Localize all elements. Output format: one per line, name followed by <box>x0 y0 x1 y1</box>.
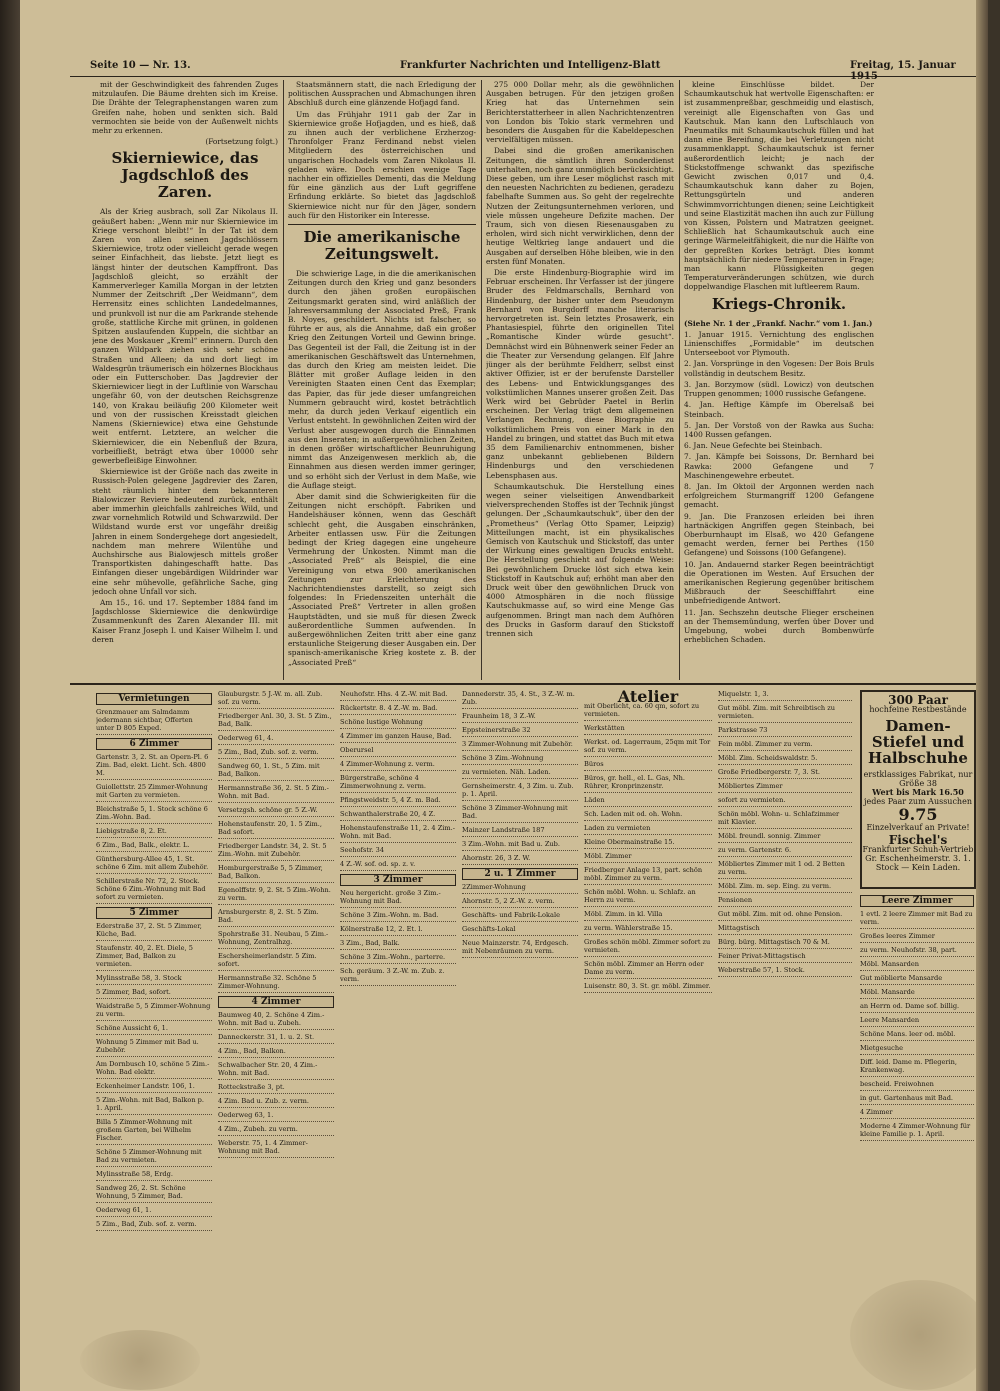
column-divider <box>283 80 284 680</box>
ad-entry: Pensionen <box>718 896 852 907</box>
ad-entry: Hohenstaufenstraße 11, 2. 4 Zim.-Wohn. mit Bad. <box>340 824 456 843</box>
ad-entry: Große Friedbergerstr. 7, 3. St. <box>718 768 852 779</box>
ad-list-5-zimmer <box>96 922 212 1231</box>
ad-entry: Eschersheimerlandstr. 5 Zim. sofort. <box>218 952 334 971</box>
ad-entry: Kleine Obermainstraße 15. <box>584 838 712 849</box>
article-paragraph: Die schwierige Lage, in die die amerikanischen Zeitungen durch den Krieg und ganz besonders durch den jähen großen europäischen Zeitungsmarkt geraten sind, wird anläßlich der Jahresversammlung der Associated Preß, Frank B. Noyes, geschildert. Nichts ist falscher, so führte er aus, als die Annahme, daß ein großer Krieg den Zeitungen Vorteil und Gewinn bringe. Das Gegenteil ist der Fall, die Zeitung ist in der amerikanischen Geschäftswelt das Unternehmen, das durch den Krieg am meisten leidet. Die Blätter mit großer Auflage leiden in den Vereinigten Staaten einen Cent das Exemplar; das Papier, das für jede dieser umfangreichen Nummern gebraucht wird, kostet beträchtlich mehr, da durch jeden Verkauf eigentlich ein Verlust entsteht. In gewöhnlichen Zeiten wird der Verlust aber ausgewogen durch die Einnahmen aus den Inseraten; in außergewöhnlichen Zeiten, in denen größer wirtschaftlicher Beunruhigung nimmt das Anzeigenwesen merklich ab, die Einnahmen aus diesen werden immer geringer, und so erhöht sich der Verlust in dem Maße, wie die Auflage steigt. <box>288 269 476 490</box>
ad-entry: Günthersburg-Allee 45, 1. St. schöne 6 Zim. mit allem Zubehör. <box>96 855 212 874</box>
ad-entry: Sandweg 60, 1. St., 5 Zim. mit Bad, Balkon. <box>218 762 334 781</box>
ad-entry: Mylinsstraße 58, 3. Stock <box>96 974 212 985</box>
category-4-zimmer: 4 Zimmer <box>218 996 334 1008</box>
ad-entry: 4 Zim., Zubeh. zu verm. <box>218 1125 334 1136</box>
ad-entry: Schöne lustige Wohnung <box>340 718 456 729</box>
ad-entry: Möbl. Mansarden <box>860 960 974 971</box>
ad-entry: 4 Zim. Bad u. Zub. z. verm. <box>218 1097 334 1108</box>
ad-entry: Wohnung 5 Zimmer mit Bad u. Zubehör. <box>96 1038 212 1057</box>
ad-entry: 4 Zimmer <box>860 1108 974 1119</box>
ad-entry: 5 Zim., Bad, Zub. sof. z. verm. <box>96 1220 212 1231</box>
ad-list <box>584 702 712 993</box>
ad-entry: Schöne Mans. leer od. möbl. <box>860 1030 974 1041</box>
shoe-ad-pair: jedes Paar zum Aussuchen <box>864 797 972 806</box>
ad-entry: Danneckerstr. 31, 1. u. 2. St. <box>218 1033 334 1044</box>
ad-entry: Oberursel <box>340 746 456 757</box>
shoe-ad-subtitle: hochfeine Restbestände <box>869 705 967 714</box>
ad-entry: Feiner Privat-Mittagstisch <box>718 952 852 963</box>
shoe-ad-quantity: 300 Paar <box>888 693 948 707</box>
ad-entry: Großes leeres Zimmer <box>860 932 974 943</box>
shoe-ad-product: Damen-Stiefel und Halbschuhe <box>868 717 968 767</box>
ad-entry: Grenzmauer am Salmdamm jedermann sichtbar, Offerten unter D 805 Exped. <box>96 708 212 735</box>
ad-entry: Friedberger Landstr. 34, 2. St. 5 Zim.-Wohn. mit Zubehör. <box>218 842 334 861</box>
article-paragraph: Skierniewice ist der Größe nach das zweite in Russisch-Polen gelegene Jagdrevier des Zaren, steht räumlich hinter dem bekannteren Bialowiczer Reviere bedeutend zurück, enthält aber immerhin gleichfalls zahlreiches Wild, und zwar vornehmlich Rotwild und Schwarzwild. Der Wildstand wurde erst vor ungefähr dreißig Jahren in einem Sondergehege dort angesiedelt, nachdem man mehrere Wilentühe und Auchshirsche aus Bialowjesch mittels großer Transportkisten dahingeschafft hatte. Das Einfangen dieser ungebärdigen Wildrinder war eine sehr mühevolle, gefährliche Sache, ging jedoch ohne Unfall vor sich. <box>92 467 278 596</box>
ads-section-rule <box>70 683 980 685</box>
ad-list <box>340 690 456 871</box>
article-paragraph-hindenburg: Die erste Hindenburg-Biographie wird im Februar erscheinen. Ihr Verfasser ist der jüngere Bruder des Feldmarschalls, Bernhard von Hindenburg, der bisher unter dem Pseudonym Bernhard von Burgdorff manche literarisch hervorgetreten ist. Sein letztes Prosawerk, ein Phantasiespiel, führte den originellen Titel „Romantische Kinder würde gesucht“. Demnächst wird ein Bühnenwerk seiner Feder an die Theater zur Versendung gelangen. Elf Jahre jünger als der berühmte Feldherr, selbst einst aktiver Offizier, ist er der berufenste Darsteller des Lebens- und Entwicklungsganges des volkstümlichen Mannes unserer großen Zeit. Das Werk wird bei Gebrüder Paetel in Berlin erscheinen. Der Verlag trägt dem allgemeinen Verlangen Rechnung, diese Biographie zu volkstümlichem Preis von einer Mark in den Handel zu bringen, und stattet das Buch mit etwa 35 dem Familienarchiv entnommenen, bisher ganz unbekannt gebliebenen Bildern Hindenburgs und den verschiedenen Lebensphasen aus. <box>486 268 674 480</box>
article-paragraph: Am 15., 16. und 17. September 1884 fand im Jagdschlosse Skierniewice die denkwürdige Zusammenkunft des Zaren Alexander III. mit Kaiser Franz Joseph I. und Kaiser Wilhelm I. und deren <box>92 597 278 644</box>
ad-entry: Mainzer Landstraße 187 <box>462 826 578 837</box>
ad-entry: 5 Zim.-Wohn. mit Bad, Balkon p. 1. April. <box>96 1096 212 1115</box>
article-paragraph: Staatsmännern statt, die nach Erledigung der politischen Aussprachen und Abmachungen ihren Abschluß durch eine glänzende Hofjagd fand. <box>288 80 476 108</box>
ad-entry: Schön möbl. Wohn. u. Schlafz. an Herrn zu verm. <box>584 888 712 907</box>
ad-entry: mit Oberlicht, ca. 60 qm, sofort zu vermieten. <box>584 702 712 721</box>
ad-entry: Bürgerstraße, schöne 4 Zimmerwohnung z. verm. <box>340 774 456 793</box>
ad-entry: Sch. Laden mit od. oh. Wohn. <box>584 810 712 821</box>
ad-entry: bescheid. Freiwohnen <box>860 1080 974 1091</box>
newspaper-page <box>20 0 988 1391</box>
ads-column-2 <box>218 690 334 1380</box>
article-paragraph: 275 000 Dollar mehr, als die gewöhnlichen Ausgaben betrugen. Für den jetzigen großen Krieg hat das Unternehmen sein Berichterstatterheer in allen Nachrichtenzentren von London bis Tokio stark vermehren und besonders die Ausgaben für die Kabeldepeschen vervielfältigen müssen. <box>486 80 674 145</box>
category-5-zimmer: 5 Zimmer <box>96 907 212 919</box>
ad-entry: Seehofstr. 34 <box>340 846 456 857</box>
ad-entry: Oederweg 61, 1. <box>96 1206 212 1217</box>
ad-entry: Eckenheimer Landstr. 106, 1. <box>96 1082 212 1093</box>
ad-entry: Schillerstraße Nr. 72, 2. Stock. Schöne 6 Zim.-Wohnung mit Bad sofort zu vermieten. <box>96 877 212 904</box>
ad-entry: Möbl. Mansarde <box>860 988 974 999</box>
ad-entry: 5 Zim., Bad, Zub. sof. z. verm. <box>218 748 334 759</box>
article-paragraph: Um das Frühjahr 1911 gab der Zar in Skierniewice große Hofjagden, und es hieß, daß zu ihnen auch der verblichene Erzherzog-Thronfolger Franz Ferdinand nebst vielen Mitgliedern des österreichischen und ungarischen Hochadels vom Zaren Nikolaus II. geladen wäre. Doch erschien wenige Tage nachher ein offizielles Dementi, das die Meldung für eine gänzlich aus der Luft gegriffene Erfindung erklärte. So bietet das Jagdschloß Skierniewice nicht nur für den Jäger, sondern auch für den Historiker ein Interesse. <box>288 109 476 220</box>
ad-entry: Friedberger Anl. 30, 3. St. 5 Zim., Bad, Balk. <box>218 712 334 731</box>
shoe-ad-note: Einzelverkauf an Private! <box>866 823 970 832</box>
ad-entry: Geschäfts-Lokal <box>462 925 578 936</box>
ad-entry: Moderne 4 Zimmer-Wohnung für kleine Familie p. 1. April. <box>860 1122 974 1141</box>
ad-entry: Möbl. freundl. sonnig. Zimmer <box>718 832 852 843</box>
ad-entry: Hermannstraße 32. Schöne 5 Zimmer-Wohnung. <box>218 974 334 993</box>
ad-entry: Mylinsstraße 58, Erdg. <box>96 1170 212 1181</box>
ad-entry: Rückertstr. 8. 4 Z.-W. m. Bad. <box>340 704 456 715</box>
ad-entry: Schöne 5 Zimmer-Wohnung mit Bad zu vermieten. <box>96 1148 212 1167</box>
ad-entry: Schöne 3 Zimmer-Wohnung mit Bad. <box>462 804 578 823</box>
article-paragraph-schaumkautschuk: Schaumkautschuk. Die Herstellung eines wegen seiner vielseitigen Anwendbarkeit vielversprechenden Stoffes ist der Technik jüngst gelungen. Der „Schaumkautschuk“, über den der „Prometheus“ (Verlag Otto Spamer, Leipzig) Mitteilungen macht, ist ein physikalisches Gemisch von Kautschuk und Stickstoff, das unter der Wirkung eines gewaltigen Drucks entsteht. Die Herstellung geschieht auf folgende Weise: Bei gewöhnlichem Drucke löst sich etwa kein Stickstoff in Kautschuk auf; erhöht man aber den Druck weit über den gewöhnlichen Druck von 4000 Atmosphären in die noch flüssige Kautschukmasse auf, so wird eine Menge Gas aufgenommen. Bringt man nach dem Aufhören des Drucks in Gasform darauf den Stickstoff trennen sich <box>486 481 674 638</box>
ad-entry: Hohenstaufenstr. 20, 1. 5 Zim., Bad sofort. <box>218 820 334 839</box>
shoe-ad-detail: erstklassiges Fabrikat, nur Größe 38 <box>863 770 973 788</box>
ad-list <box>860 910 974 1141</box>
shoe-ad-firm: Fischel's <box>888 833 948 847</box>
ad-entry: Großes schön möbl. Zimmer sofort zu vermieten. <box>584 938 712 957</box>
header-date: Freitag, 15. Januar 1915 <box>850 60 956 82</box>
ad-entry: Schöne 3 Zim.-Wohn. m. Bad. <box>340 911 456 922</box>
ad-entry: Staufenstr. 40, 2. Et. Diele, 5 Zimmer, Bad, Balkon zu vermieten. <box>96 944 212 971</box>
header-page-number: Seite 10 — Nr. 13. <box>90 60 191 71</box>
ad-list <box>462 690 578 865</box>
kriegs-chronik-list <box>684 330 874 645</box>
ad-entry: zu vermieten. Näh. Laden. <box>462 768 578 779</box>
ad-entry: Am Dornbusch 10, schöne 5 Zim.-Wohn. Bad elektr. <box>96 1060 212 1079</box>
article-title-skierniewice: Skierniewice, das Jagdschloß des Zaren. <box>111 149 259 202</box>
chronik-entry: 10. Jan. Andauernd starker Regen beeinträchtigt die Operationen im Westen. Auf Ersuchen der amerikanischen Regierung gegenüber britischem Mißbrauch der Seeschifffahrt eine unbefriedigende Antwort. <box>684 559 874 606</box>
ad-entry: Werkstätten <box>584 724 712 735</box>
ad-entry: Kölnerstraße 12, 2. Et. l. <box>340 925 456 936</box>
chronik-entry: 2. Jan. Vorsprünge in den Vogesen: Der Bois Bruls vollständig in deutschem Besitz. <box>684 359 874 378</box>
ad-entry: zu verm. Gartenstr. 6. <box>718 846 852 857</box>
ad-entry: 5 Zimmer, Bad, sofort. <box>96 988 212 999</box>
ad-entry: Werkst. od. Lagerraum, 25qm mit Tor sof. zu verm. <box>584 738 712 757</box>
ad-entry: Billa 5 Zimmer-Wohnung mit großem Garten, bei Wilhelm Fischer. <box>96 1118 212 1145</box>
page-edge <box>976 0 988 1391</box>
article-column-3 <box>486 80 674 680</box>
ad-entry: Gut möbl. Zim. mit od. ohne Pension. <box>718 910 852 921</box>
ad-entry: Bürg. bürg. Mittagstisch 70 & M. <box>718 938 852 949</box>
kriegs-chronik-title: Kriegs-Chronik. <box>711 294 847 313</box>
ad-entry: Neue Mainzerstr. 74, Erdgesch. mit Nebenräumen zu verm. <box>462 939 578 958</box>
book-binding <box>0 0 20 1391</box>
page-header <box>70 58 980 82</box>
ad-list-2-zimmer <box>462 883 578 958</box>
ads-column-5 <box>584 690 712 1380</box>
ad-entry: 3 Zim.-Wohn. mit Bad u. Zub. <box>462 840 578 851</box>
chronik-entry: 11. Jan. Sechszehn deutsche Flieger erscheinen an der Themsemündung, werfen über Dover und Umgebung, wobei durch Bombenwürfe erheblichen Schaden. <box>684 607 874 645</box>
ad-entry: Leere Mansarden <box>860 1016 974 1027</box>
ad-entry: Waidstraße 5, 5 Zimmer-Wohnung zu verm. <box>96 1002 212 1021</box>
ad-entry: Spohrstraße 31. Neubau, 5 Zim.-Wohnung, Zentralhzg. <box>218 930 334 949</box>
ad-entry: Parkstrasse 73 <box>718 726 852 737</box>
ad-entry: Geschäfts- und Fabrik-Lokale <box>462 911 578 922</box>
chronik-entry: 6. Jan. Neue Gefechte bei Steinbach. <box>684 441 823 451</box>
ad-entry: Schön möbl. Wohn- u. Schlafzimmer mit Klavier. <box>718 810 852 829</box>
article-paragraph: Aber damit sind die Schwierigkeiten für die Zeitungen nicht erschöpft. Fabriken und Handelshäuser können, wenn das Geschäft schlecht geht, die Ausgaben einschränken, Arbeiter entlassen usw. Für die Zeitungen bedingt der Krieg dagegen eine ungeheure Vermehrung der Unkosten. Nimmt man die „Associated Preß“ als Beispiel, die eine Vereinigung von etwa 900 amerikanischen Zeitungen zur Erleichterung des Nachrichtendienstes darstellt, so zeigt sich folgendes: In Friedenszeiten unterhält die „Associated Preß“ Vertreter in allen großen Hauptstädten, und sie muß für diesen Zweck außerordentliche Summen aufwenden. In außergewöhnlichen Zeiten tritt aber eine ganz erstaunliche Steigerung dieser Ausgaben ein. Der spanisch-amerikanische Krieg kostete z. B. der „Associated Preß“ <box>288 491 476 667</box>
ad-entry: zu verm. Wählerstraße 15. <box>584 924 712 935</box>
ad-entry: Glauburgstr. 5 J.-W. m. all. Zub. sof. zu verm. <box>218 690 334 709</box>
ad-entry: 4 Zim., Bad, Balkon. <box>218 1047 334 1058</box>
ad-entry: Ahornstr. 26, 3 Z. W. <box>462 854 578 865</box>
ad-entry: Egenolffstr. 9, 2. St. 5 Zim.-Wohn. zu verm. <box>218 886 334 905</box>
ad-entry: Hermannstraße 36, 2. St. 5 Zim.-Wohn. mit Bad. <box>218 784 334 803</box>
ad-entry: Büros <box>584 760 712 771</box>
shoe-ad-address: Gr. Eschenheimerstr. 3. 1. Stock — Kein Laden. <box>865 854 971 872</box>
section-rule <box>288 224 476 225</box>
category-3-zimmer: 3 Zimmer <box>340 874 456 886</box>
atelier-heading: Atelier <box>617 690 679 706</box>
ad-list <box>718 690 852 977</box>
ad-entry: Laden zu vermieten <box>584 824 712 835</box>
ad-entry: Möbl. Zimmer <box>584 852 712 863</box>
shoe-ad-firm-sub: Frankfurter Schuh-Vertrieb <box>862 845 974 854</box>
ad-entry: Mittagstisch <box>718 924 852 935</box>
paper-stain <box>850 1280 988 1390</box>
ad-entry: 2Zimmer-Wohnung <box>462 883 578 894</box>
ad-entry: Gut möbl. Zim. mit Schreibtisch zu vermieten. <box>718 704 852 723</box>
ad-entry: Miquelstr. 1, 3. <box>718 690 852 701</box>
ad-entry: Oederweg 63, 1. <box>218 1111 334 1122</box>
vermietungen-heading: Vermietungen <box>96 693 212 705</box>
ad-entry: Sch. geräum. 3 Z.-W. m. Zub. z. verm. <box>340 967 456 986</box>
ad-entry: Sandweg 26, 2. St. Schöne Wohnung, 5 Zimmer, Bad. <box>96 1184 212 1203</box>
chronik-entry: 1. Januar 1915. Vernichtung des englischen Linienschiffes „Formidable“ im deutschen Unterseeboot vor Plymouth. <box>684 329 874 358</box>
ad-entry: Ahornstr. 5, 2 Z.-W. z. verm. <box>462 897 578 908</box>
shoe-ad-value: Wert bis Mark 16.50 <box>872 787 964 797</box>
ad-entry: 4 Zimmer-Wohnung z. verm. <box>340 760 456 771</box>
ad-entry: Dannederstr. 35, 4. St., 3 Z.-W. m. Zub. <box>462 690 578 709</box>
ad-entry: in gut. Gartenhaus mit Bad. <box>860 1094 974 1105</box>
ad-entry: Luisenstr. 80, 3. St. gr. möbl. Zimmer. <box>584 982 712 993</box>
ad-entry: Bleichstraße 5, 1. Stock schöne 6 Zim.-Wohn. Bad. <box>96 805 212 824</box>
ad-entry: Schön möbl. Zimmer an Herrn oder Dame zu verm. <box>584 960 712 979</box>
ad-entry: Neu hergericht. große 3 Zim.-Wohnung mit Bad. <box>340 889 456 908</box>
ad-entry: Homburgerstraße 5, 5 Zimmer, Bad, Balkon. <box>218 864 334 883</box>
ad-entry: Fraunheim 18, 3 Z.-W. <box>462 712 578 723</box>
shoe-advertisement <box>860 690 976 889</box>
ad-entry: Weberstr. 75, 1. 4 Zimmer-Wohnung mit Bad. <box>218 1139 334 1158</box>
ad-entry: Möbl. Zimm. in kl. Villa <box>584 910 712 921</box>
ad-entry: 6 Zim., Bad, Balk., elektr. L. <box>96 841 212 852</box>
ad-list-4-zimmer <box>218 1011 334 1158</box>
ad-entry: sofort zu vermieten. <box>718 796 852 807</box>
category-2-1-zimmer: 2 u. 1 Zimmer <box>462 868 578 880</box>
chronik-entry: 9. Jan. Die Franzosen erleiden bei ihren hartnäckigen Angriffen gegen Steinbach, bei Oberburnhaupt im Elsaß, wo 420 Gefangene gemacht werden, ferner bei Perthes (150 Gefangene) und Soissons (100 Gefangene). <box>684 511 874 558</box>
ads-column-6 <box>718 690 852 1380</box>
ad-entry: Baumweg 40, 2. Schöne 4 Zim.-Wohn. mit Bad u. Zubeh. <box>218 1011 334 1030</box>
ad-entry: Läden <box>584 796 712 807</box>
story-continuation: mit der Geschwindigkeit des fahrenden Zuges mitzulaufen. Die Bäume drehten sich im Kreise. Die Drähte der Telegraphenstangen waren zum Greifen nahe, hoben und senkten sich. Bald vermochten sie beide von der Außenwelt nichts mehr zu erkennen. <box>92 80 278 136</box>
ad-entry: Friedberger Anlage 13, part. schön möbl. Zimmer zu verm. <box>584 866 712 885</box>
ads-column-3 <box>340 690 456 1380</box>
article-paragraph: Als der Krieg ausbrach, soll Zar Nikolaus II. geäußert haben: „Wenn mir nur Skierniewice im Kriege verschont bleibt!“ In der Tat ist dem Zaren von allen seinen Jagdschlössern Skierniewice, trotz oder vielleicht gerade wegen seiner Einfachheit, das liebste. Jetzt liegt es längst hinter der deutschen Kampffront. Das Jagdschloß gleicht, so erzählt der Kammerverleger Kamilla Morgan in der letzten Nummer der Zeitschrift „Der Weidmann“, dem Herrensitz eines schlichten Landedelmannes, und prunkvoll ist nur die am Parkrande stehende große, stattliche Kirche mit grünen, in goldenen Spitzen auslaufenden Kuppeln, die sichtbar an jene des Moskauer „Kreml“ erinnern. Durch den ganzen Wildpark ziehen sich sehr schöne Straßen und Alleen; da und dort liegt im Waldesgrün träumerisch ein hölzernes Blockhaus oder ein Futterschober. Das Jagdrevier der Skierniewicer liegt in der Luftlinie von Warschau ungefähr 60, von der deutschen Reichsgrenze 140, von Krakau beiläufig 200 Kilometer weit und von der russischen Kreisstadt gleichen Namens (Skierniewice) etwa eine Gehstunde weit entfernt. Letztere, an welcher die Skierniewicer, die ein Nebenfluß der Bzura, vorbeifließt, beträgt etwa über 10000 sehr gewerbefleißige Einwohner. <box>92 207 278 465</box>
column-divider <box>481 80 482 680</box>
article-column-1 <box>92 80 278 680</box>
ads-column-1 <box>96 690 212 1380</box>
ad-list-3-zimmer <box>340 889 456 986</box>
ad-entry: Schwanthalerstraße 20, 4 Z. <box>340 810 456 821</box>
chronik-entry: 8. Jan. Im Oktoil der Argonnen werden nach erfolgreichem Sturmangriff 1200 Gefangene gemacht. <box>684 481 874 510</box>
ad-entry: Liebigstraße 8, 2. Et. <box>96 827 212 838</box>
ad-entry: Mietgesuche <box>860 1044 974 1055</box>
ad-entry: Schwalbacher Str. 20, 4 Zim.-Wohn. mit Bad. <box>218 1061 334 1080</box>
ad-entry: Möbliertes Zimmer <box>718 782 852 793</box>
ad-entry: Eppsteinerstraße 32 <box>462 726 578 737</box>
ad-entry: Möbl. Zim. m. sep. Eing. zu verm. <box>718 882 852 893</box>
ad-entry: Rotteckstraße 3, pt. <box>218 1083 334 1094</box>
ad-entry: Möbl. Zim. Scheidswaldstr. 5. <box>718 754 852 765</box>
ad-entry: Pfingstweidstr. 5, 4 Z. m. Bad. <box>340 796 456 807</box>
ad-entry: Schöne 3 Zim.-Wohn., parterre. <box>340 953 456 964</box>
ad-entry: Gernsheimerstr. 4, 3 Zim. u. Zub. p. 1. April. <box>462 782 578 801</box>
article-title-zeitungswelt: Die amerikanische Zeitungswelt. <box>303 228 461 264</box>
paper-stain <box>80 1330 200 1390</box>
chronik-entry: 7. Jan. Kämpfe bei Soissons, Dr. Bernhard bei Rawka: 2000 Gefangene und 7 Maschinengewehre erbeutet. <box>684 452 874 480</box>
ad-entry: Versetzgsh. schöne gr. 5 Z.-W. <box>218 806 334 817</box>
chronik-entry: 3. Jan. Borzymow (südl. Lowicz) von deutschen Truppen genommen; 1000 russische Gefangene. <box>684 379 874 399</box>
ad-entry: Schöne 3 Zim.-Wohnung <box>462 754 578 765</box>
ad-entry: Diff. leid. Dame m. Pflegerin, Krankenwag. <box>860 1058 974 1077</box>
ad-list-6-zimmer <box>96 753 212 904</box>
article-column-2 <box>288 80 476 680</box>
column-divider <box>679 80 680 680</box>
ad-entry: 4 Z.-W. sof. od. sp. z. v. <box>340 860 456 871</box>
ad-entry: Oederweg 61, 4. <box>218 734 334 745</box>
ads-column-4 <box>462 690 578 1380</box>
ad-entry: Gut möblierte Mansarde <box>860 974 974 985</box>
ad-entry: 4 Zimmer im ganzen Hause, Bad. <box>340 732 456 743</box>
chronik-entry: 4. Jan. Heftige Kämpfe im Oberelsaß bei Steinbach. <box>684 400 874 419</box>
ad-entry: Guiollettstr. 25 Zimmer-Wohnung mit Garten zu vermieten. <box>96 783 212 802</box>
ad-entry: Fein möbl. Zimmer zu verm. <box>718 740 852 751</box>
chronik-entry: 5. Jan. Der Vorstoß von der Rawka aus Sucha: 1400 Russen gefangen. <box>684 420 874 439</box>
ad-entry: Weberstraße 57, 1. Stock. <box>718 966 852 977</box>
ad-entry: 3 Zim., Bad, Balk. <box>340 939 456 950</box>
ad-entry: Arnsburgerstr. 8, 2. St. 5 Zim. Bad. <box>218 908 334 927</box>
category-6-zimmer: 6 Zimmer <box>96 738 212 750</box>
shoe-ad-price: 9.75 <box>898 805 938 824</box>
ad-entry: Gartenstr. 3, 2. St. an Opern-Pl. 6 Zim. Bad, elekt. Licht. Sch. 4800 M. <box>96 753 212 780</box>
ad-entry: Schöne Aussicht 6, 1. <box>96 1024 212 1035</box>
ad-entry: Ederstraße 37, 2. St. 5 Zimmer, Küche, Bad. <box>96 922 212 941</box>
category-leere-zimmer: Leere Zimmer <box>860 895 974 907</box>
ad-entry: Büros, gr. hell., el. L. Gas, Nh. Rührer, Kronprinzenstr. <box>584 774 712 793</box>
ad-entry: Neuhofstr. Hhs. 4 Z.-W. mit Bad. <box>340 690 456 701</box>
continuation-note: (Fortsetzung folgt.) <box>205 137 278 147</box>
ad-entry: 1 evtl. 2 leere Zimmer mit Bad zu verm. <box>860 910 974 929</box>
ad-entry: zu verm. Neuhofstr. 38, part. <box>860 946 974 957</box>
ad-list <box>218 690 334 993</box>
article-column-4 <box>684 80 874 680</box>
ad-entry: 3 Zimmer-Wohnung mit Zubehör. <box>462 740 578 751</box>
header-newspaper-title: Frankfurter Nachrichten und Intelligenz-Blatt <box>400 60 661 71</box>
article-paragraph: kleine Einschlüsse bildet. Der Schaumkautschuk hat wertvolle Eigenschaften: er ist zusammenpreßbar, geschmeidig und elastisch, vereinigt alle Eigenschaften von Gas und Kautschuk. Man kann den Luftschlauch von Pneumatiks mit Schaumkautschuk füllen und hat dann eine Bereifung, die bei Verletzungen nicht zusammenklappt. Schaumkautschuk ist ferner außerordentlich leicht; je nach der Stickstoffmenge schwankt das spezifische Gewicht zwischen 0,017 und 0,4. Schaumkautschuk kann daher zu Bojen, Rettungsgürteln und anderen Schwimmvorrichtungen dienen; seine Leichtigkeit und seine Elastizität machen ihn auch zur Füllung von Kissen, Polstern und Matratzen geeignet. Schließlich hat Schaumkautschuk auch eine geringe Wärmeleitfähigkeit, die nur die Hälfte von der gepreßten Korkes beträgt. Dies kommt hauptsächlich für niedere Temperaturen in Frage; man kann Flüssigkeiten gegen Temperaturveränderungen schützen, wie durch doppelwandige Flaschen mit luftleerem Raum. <box>684 80 874 292</box>
kriegs-chronik-note: (Siehe Nr. 1 der „Frankf. Nachr.“ vom 1. Jan.) <box>684 318 873 328</box>
article-paragraph: Dabei sind die großen amerikanischen Zeitungen, die sämtlich ihren Sonderdienst unterhalten, noch ganz unmöglich berücksichtigt. Diese geben, um ihre Leser möglichst rasch mit den neuesten Nachrichten zu bedienen, geradezu fabelhafte Summen aus. So geht der regelrechte Nutzen der Zeitungsunternehmen verloren, und viele müssen ungeheure Defizite machen. Der Traum, sich von diesen Riesenausgaben zu erholen, wird sich nicht verwirklichen, denn der heutige Weltkrieg lange andauert und die Ausgaben auf derselben Höhe bleiben, wie in den ersten fünf Monaten. <box>486 146 674 266</box>
ad-entry: Möbliertes Zimmer mit 1 od. 2 Betten zu verm. <box>718 860 852 879</box>
ad-entry: an Herrn od. Dame sof. billig. <box>860 1002 974 1013</box>
